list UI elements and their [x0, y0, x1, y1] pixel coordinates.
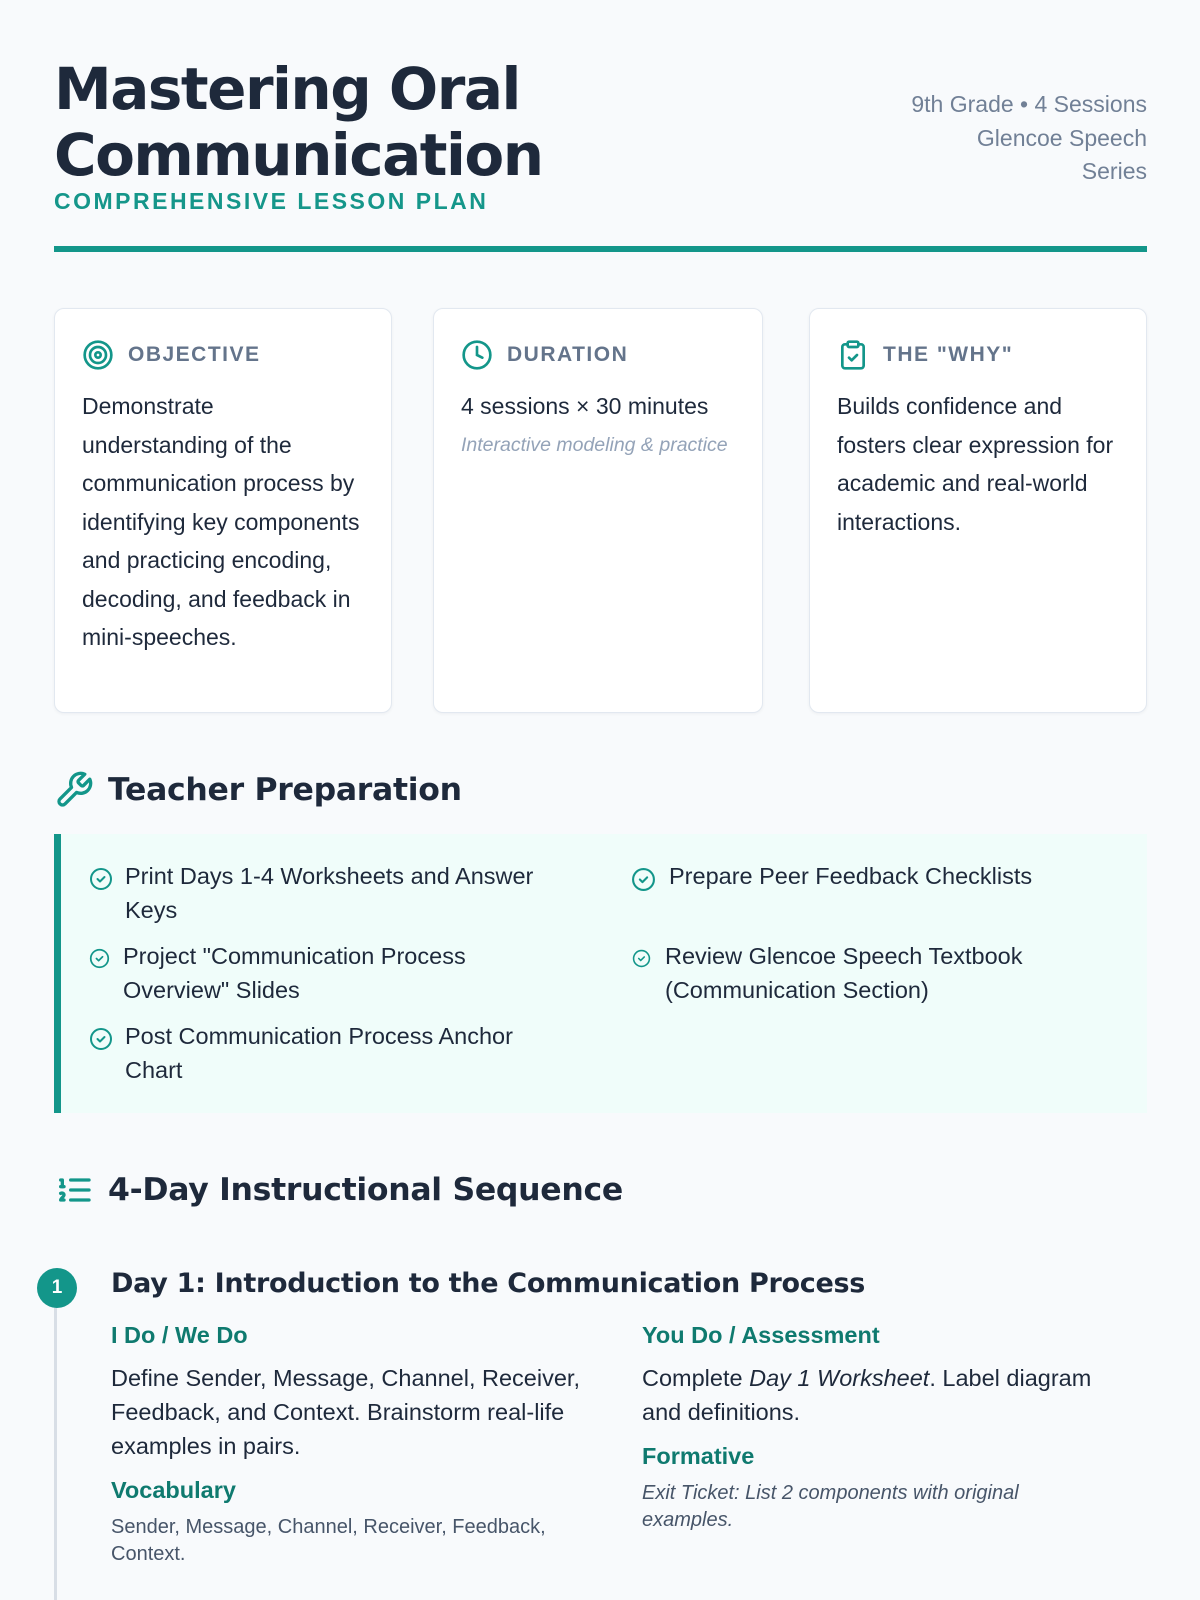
- sequence-heading: [54, 1170, 623, 1210]
- clipboard-check-icon: [837, 339, 869, 371]
- day-number-badge: 1: [37, 1268, 77, 1308]
- page-subtitle: COMPREHENSIVE LESSON PLAN: [54, 188, 489, 214]
- list-item: Prepare Peer Feedback Checklists: [631, 860, 1111, 894]
- card-note: Interactive modeling & practice: [461, 433, 728, 456]
- lesson-meta: [907, 88, 1147, 189]
- list-item: Review Glencoe Speech Textbook (Communication Section): [632, 940, 1112, 1007]
- card-body: 4 sessions × 30 minutes: [461, 393, 709, 419]
- ido-heading: I Do / We Do: [111, 1322, 248, 1348]
- youdo-heading: You Do / Assessment: [642, 1322, 880, 1348]
- wrench-icon: [54, 770, 94, 810]
- ido-text: Define Sender, Message, Channel, Receiver, Feedback, and Context. Brainstorm real-life examples in pairs.: [111, 1365, 580, 1459]
- list-item: Project "Communication Process Overview" Slides: [89, 940, 559, 1007]
- timeline-line: [54, 1288, 57, 1600]
- check-circle-icon: [89, 1027, 113, 1051]
- target-icon: [82, 339, 114, 371]
- check-circle-icon: [631, 867, 656, 892]
- vocab-heading: Vocabulary: [111, 1477, 236, 1503]
- header-divider: [54, 246, 1147, 252]
- check-circle-icon: [89, 948, 110, 969]
- check-circle-icon: [89, 867, 113, 891]
- formative-text: Exit Ticket: List 2 components with original examples.: [642, 1482, 1019, 1531]
- summary-cards: [54, 308, 1147, 713]
- lesson-plan-page: [51, 0, 1147, 1565]
- day-title: Day 1: Introduction to the Communication Process: [111, 1268, 866, 1299]
- list-item: Print Days 1-4 Worksheets and Answer Keys: [89, 860, 559, 927]
- check-circle-icon: [632, 949, 651, 968]
- prep-heading: [54, 770, 462, 810]
- card-label: DURATION: [507, 343, 629, 366]
- header: [54, 0, 1147, 254]
- formative-heading: Formative: [642, 1443, 755, 1469]
- prep-checklist: [54, 834, 1147, 1113]
- duration-card: [433, 308, 763, 713]
- card-body: Demonstrate understanding of the communication process by identifying key components and practicing encoding, decoding, and feedback in mini-speeches.: [82, 393, 360, 650]
- page-title: Mastering Oral Communication: [54, 55, 543, 189]
- youdo-text: Complete Day 1 Worksheet. Label diagram and definitions.: [642, 1365, 1092, 1425]
- why-card: [809, 308, 1147, 713]
- clock-icon: [461, 339, 493, 371]
- meta-series: Glencoe Speech Series: [976, 124, 1147, 184]
- worksheet-name: Day 1 Worksheet: [749, 1365, 930, 1391]
- card-label: OBJECTIVE: [128, 343, 261, 366]
- objective-card: [54, 308, 392, 713]
- card-body: Builds confidence and fosters clear expression for academic and real-world interactions.: [837, 393, 1114, 535]
- vocab-text: Sender, Message, Channel, Receiver, Feedback, Context.: [111, 1516, 546, 1565]
- section-title: Teacher Preparation: [108, 772, 462, 808]
- list-item: Post Communication Process Anchor Chart: [89, 1020, 559, 1087]
- numbered-list-icon: [54, 1170, 94, 1210]
- section-title: 4-Day Instructional Sequence: [108, 1172, 623, 1208]
- card-label: THE "WHY": [883, 343, 1014, 366]
- meta-grade-sessions: 9th Grade • 4 Sessions: [911, 91, 1147, 117]
